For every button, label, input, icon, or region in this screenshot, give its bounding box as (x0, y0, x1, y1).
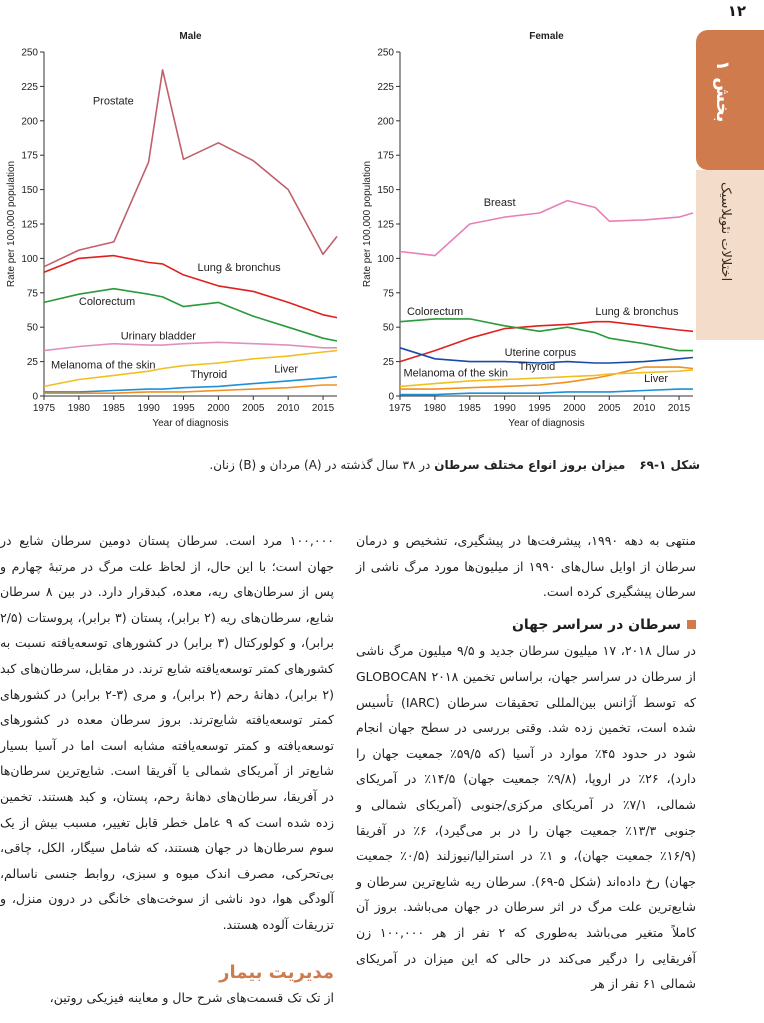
x-tick-label: 1975 (388, 403, 412, 414)
series-label-lung-bronchus: Lung & bronchus (595, 305, 679, 318)
y-tick-label: 0 (388, 391, 394, 403)
y-tick-label: 250 (21, 47, 38, 59)
section-body: در سال ۲۰۱۸، ۱۷ میلیون سرطان جدید و ۹/۵ میلیون مرگ ناشی از سرطان در سراسر جهان، براساس تخمین GLOBOCAN ۲۰۱۸ که توسط آژانس بین‌المللی تحقیقات سرطان (IARC) تأسیس شده است، تخمین زده شد. وقتی بررسی در سطح جهان انجام شود در حدود ۴۵٪ موارد در آسیا (که ۵۹/۵٪ جمعیت جهان را دارد)، ۲۶٪ در اروپا، (۹/۸٪ جمعیت جهان) ۱۴/۵٪ در آمریکای شمالی، ۷/۱٪ در آمریکای مرکزی/جنوبی (آمریکای شمالی و جنوبی ۱۳/۳٪ جمعیت جهان را در بر می‌گیرد)، ۶٪ در آفریقا (۱۶/۹٪ جمعیت جهان)، و ۱٪ در استرالیا/نیوزلند (۰/۵٪ جمعیت جهان) رخ داده‌اند (شکل ۵-۶۹). سرطان ریه شایع‌ترین سرطان و شایع‌ترین علت مرگ در اثر سرطان در جهان می‌باشد. بروز آن کاملاً متغیر می‌باشد به‌طوری که ۲ نفر از هر ۱۰۰,۰۰۰ زن آفریقایی را درگیر می‌کند در حالی که این میزان در آمریکای شمالی ۶۱ نفر از هر (356, 643, 697, 992)
x-tick-label: 2000 (207, 403, 230, 414)
figure-caption (170, 458, 700, 472)
series-label-lung-bronchus: Lung & bronchus (197, 261, 281, 274)
y-tick-label: 75 (382, 288, 394, 300)
x-tick-label: 1980 (423, 403, 447, 414)
y-tick-label: 25 (382, 357, 394, 369)
series-label-melanoma-of-the-skin: Melanoma of the skin (403, 367, 509, 380)
chart-title: Male (179, 31, 202, 42)
x-tick-label: 1975 (32, 403, 56, 414)
section-heading (356, 613, 696, 639)
series-label-melanoma-of-the-skin: Melanoma of the skin (50, 359, 156, 372)
series-label-uterine-corpus: Uterine corpus (504, 347, 577, 360)
y-tick-label: 175 (21, 150, 38, 162)
y-tick-label: 50 (382, 322, 394, 334)
y-tick-label: 100 (377, 253, 394, 265)
y-tick-label: 75 (26, 288, 38, 300)
y-tick-label: 150 (21, 185, 38, 197)
x-tick-label: 1990 (493, 403, 516, 414)
female-incidence-chart (350, 20, 700, 465)
series-line-lung-bronchus (44, 256, 337, 318)
series-label-liver: Liver (274, 363, 299, 376)
x-tick-label: 2005 (242, 403, 265, 414)
y-tick-label: 175 (377, 150, 394, 162)
x-tick-label: 2000 (563, 403, 586, 414)
y-tick-label: 25 (26, 357, 38, 369)
y-tick-label: 200 (377, 116, 394, 128)
x-tick-label: 2010 (633, 403, 656, 414)
series-label-colorectum: Colorectum (78, 296, 136, 309)
x-tick-label: 1995 (172, 403, 195, 414)
y-tick-label: 225 (21, 81, 38, 93)
x-tick-label: 1985 (458, 403, 481, 414)
section-heading-text: سرطان در سراسر جهان (511, 616, 681, 633)
series-label-liver: Liver (644, 373, 669, 386)
series-label-prostate: Prostate (92, 95, 134, 108)
series-label-thyroid: Thyroid (518, 360, 556, 373)
x-tick-label: 2010 (277, 403, 300, 414)
x-tick-label: 2015 (311, 403, 335, 414)
series-line-urinary-bladder (44, 342, 337, 350)
y-tick-label: 125 (21, 219, 38, 231)
left-column (0, 528, 334, 1011)
right-column (356, 528, 696, 997)
y-tick-label: 100 (21, 253, 38, 265)
y-tick-label: 200 (21, 116, 38, 128)
series-line-prostate (44, 70, 337, 267)
chart-title: Female (529, 31, 564, 42)
management-heading: مدیریت بیمار (219, 961, 334, 983)
y-axis-title: Rate per 100,000 population (362, 160, 373, 288)
x-tick-label: 2015 (667, 403, 691, 414)
x-axis-title: Year of diagnosis (508, 418, 585, 429)
y-tick-label: 250 (377, 47, 394, 59)
series-line-liver (400, 389, 693, 395)
series-line-colorectum (400, 319, 693, 351)
y-tick-label: 0 (32, 391, 38, 403)
section-bullet-icon (687, 620, 696, 629)
y-tick-label: 150 (377, 185, 394, 197)
series-label-breast: Breast (483, 197, 516, 210)
left-body: ۱۰۰,۰۰۰ مرد است. سرطان پستان دومین سرطان شایع در جهان است؛ با این حال، از لحاظ علت مرگ در مرتبهٔ چهارم و پس از سرطان‌های ریه، معده، کبدقرار دارد. در بین ۸ سرطان شایع، سرطان‌های ریه (۲ برابر)، پستان (۳ برابر)، پروستات (۲/۵ برابر)، و کولورکتال (۳ برابر) در کشورهای توسعه‌یافته نسبت به کشورهای کمتر توسعه‌یافته شایع ترند. در مقابل، سرطان‌های کبد (۲ برابر)، دهانهٔ رحم (۲ برابر)، و مری (۳-۲ برابر) در کشورهای کمتر توسعه‌یافته شایع‌ترند. بروز سرطان معده در کشورهای توسعه‌یافته و کمتر توسعه‌یافته مشابه است اما در آسیا بسیار شایع‌تر از آمریکای شمالی یا آفریقا است. شایع‌ترین سرطان‌ها در آفریقا، سرطان‌های دهانهٔ رحم، پستان، و کبد هستند. تخمین زده شده است که ۹ عامل خطر قابل تغییر، مسبب بیش از یک سوم سرطان‌ها در جهان هستند، که شامل سیگار، الکل، چاقی، بی‌تحرکی، مصرف اندک میوه و سبزی، روابط جنسی ناسالم، آلودگی هوا، دود ناشی از سوخت‌های خانگی در درون منزل، و تزریقات آلوده هستند. (0, 533, 335, 932)
figure-number: شکل ۱-۶۹ (639, 458, 700, 472)
series-label-thyroid: Thyroid (190, 369, 228, 382)
management-body: از تک تک قسمت‌های شرح حال و معاینه فیزیکی روتین، (49, 990, 334, 1006)
intro-paragraph: منتهی به دهه ۱۹۹۰، پیشرفت‌ها در پیشگیری، تشخیص و درمان سرطان از اوایل سال‌های ۱۹۹۰ از میلیون‌ها مورد مرگ ناشی از سرطان پیشگیری کرده است. (356, 533, 696, 600)
y-tick-label: 50 (26, 322, 38, 334)
series-line-breast (400, 201, 693, 256)
figure-caption-bold: میزان بروز انواع مختلف سرطان (434, 458, 626, 472)
x-axis-title: Year of diagnosis (152, 418, 229, 429)
series-label-colorectum: Colorectum (406, 305, 464, 318)
y-axis-title: Rate per 100,000 population (6, 160, 17, 288)
x-tick-label: 1990 (137, 403, 160, 414)
chapter-tab-subtitle: اختلالات نئوپلاسیک (718, 182, 733, 282)
figure-caption-rest: در ۳۸ سال گذشته در (A) مردان و (B) زنان. (209, 458, 435, 472)
male-incidence-chart (0, 20, 340, 465)
series-label-urinary-bladder: Urinary bladder (120, 330, 196, 343)
x-tick-label: 2005 (598, 403, 621, 414)
x-tick-label: 1985 (102, 403, 125, 414)
chapter-tab-title: بخش ۱ (712, 60, 733, 123)
x-tick-label: 1995 (528, 403, 551, 414)
page-number: ۱۲ (727, 2, 746, 20)
x-tick-label: 1980 (67, 403, 91, 414)
y-tick-label: 125 (377, 219, 394, 231)
y-tick-label: 225 (377, 81, 394, 93)
